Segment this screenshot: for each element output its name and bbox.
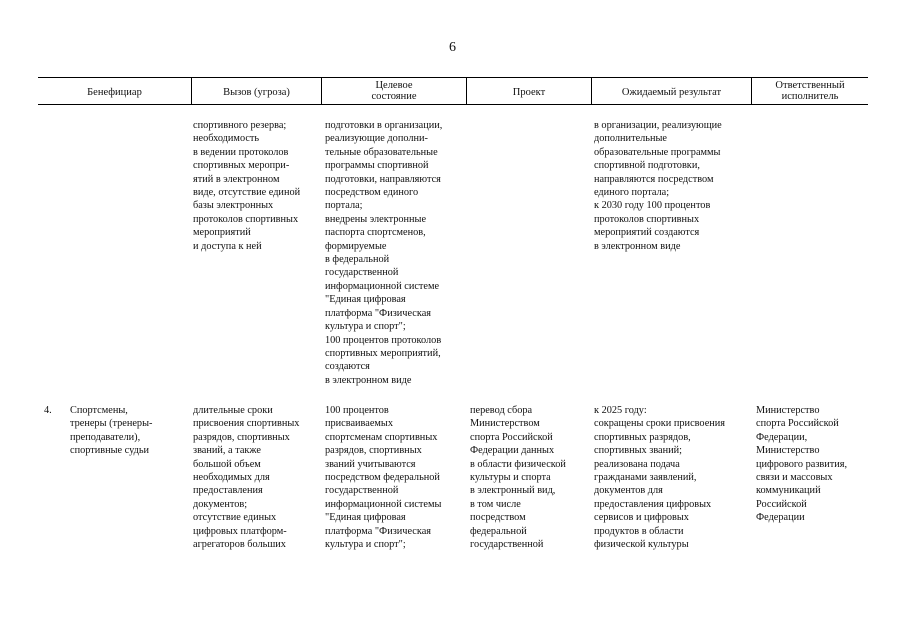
header-target-state: Целевое состояние — [371, 79, 417, 102]
cell-expected-result: к 2025 году: сокращены сроки присвоения спортивных разрядов, спортивных званий; реализована подача гражданами заявлений, документов для предоставления цифровых сервисов и цифровых продуктов в области физической культуры — [594, 405, 726, 551]
cell-row-number: 4. — [44, 405, 52, 416]
header-expected-result: Ожидаемый результат — [621, 87, 722, 98]
cell-challenge: спортивного резерва; необходимость в ведении протоколов спортивных меропри- ятий в электронном виде, отсутствие единой базы электронных протоколов спортивных мероприятий и доступа к ней — [193, 120, 301, 252]
cell-project: перевод сбора Министерством спорта Российской Федерации данных в области физической культуры и спорта в электронный вид, в том числе посредством федеральной государственной — [470, 405, 566, 551]
header-bottom-rule — [38, 104, 868, 105]
cell-beneficiary: Спортсмены, тренеры (тренеры- преподаватели), спортивные судьи — [70, 405, 153, 457]
header-responsible: Ответственный исполнитель — [775, 79, 845, 102]
cell-target-state: подготовки в организации, реализующие дополни- тельные образовательные программы спортивной подготовки, направляются посредством единого портала; внедрены электронные паспорта спортсменов, формируемые в федеральной государственной информационной системе "Единая цифровая платформа "Физическая культура и спорт"; 100 процентов протоколов спортивных мероприятий, создаются в электронном виде — [325, 120, 443, 386]
cell-expected-result: в организации, реализующие дополнительные образовательные программы спортивной подготовки, направляются посредством единого портала; к 2030 году 100 процентов протоколов спортивных мероприятий создаются в электронном виде — [594, 120, 722, 252]
cell-challenge: длительные сроки присвоения спортивных разрядов, спортивных званий, а также большой объем необходимых для предоставления документов; отсутствие единых цифровых платформ- агрегаторов больших — [193, 405, 300, 551]
cell-target-state: 100 процентов присваиваемых спортсменам спортивных разрядов, спортивных званий учитываются посредством федеральной государственной информационной системы "Единая цифровая платформа "Физическая культура и спорт"; — [325, 405, 442, 551]
cell-responsible: Министерство спорта Российской Федерации, Министерство цифрового развития, связи и массовых коммуникаций Российской Федерации — [756, 405, 848, 524]
header-beneficiary: Бенефициар — [87, 87, 142, 98]
page-number: 6 — [449, 40, 456, 55]
header-challenge: Вызов (угроза) — [223, 87, 290, 98]
header-project: Проект — [512, 87, 546, 98]
